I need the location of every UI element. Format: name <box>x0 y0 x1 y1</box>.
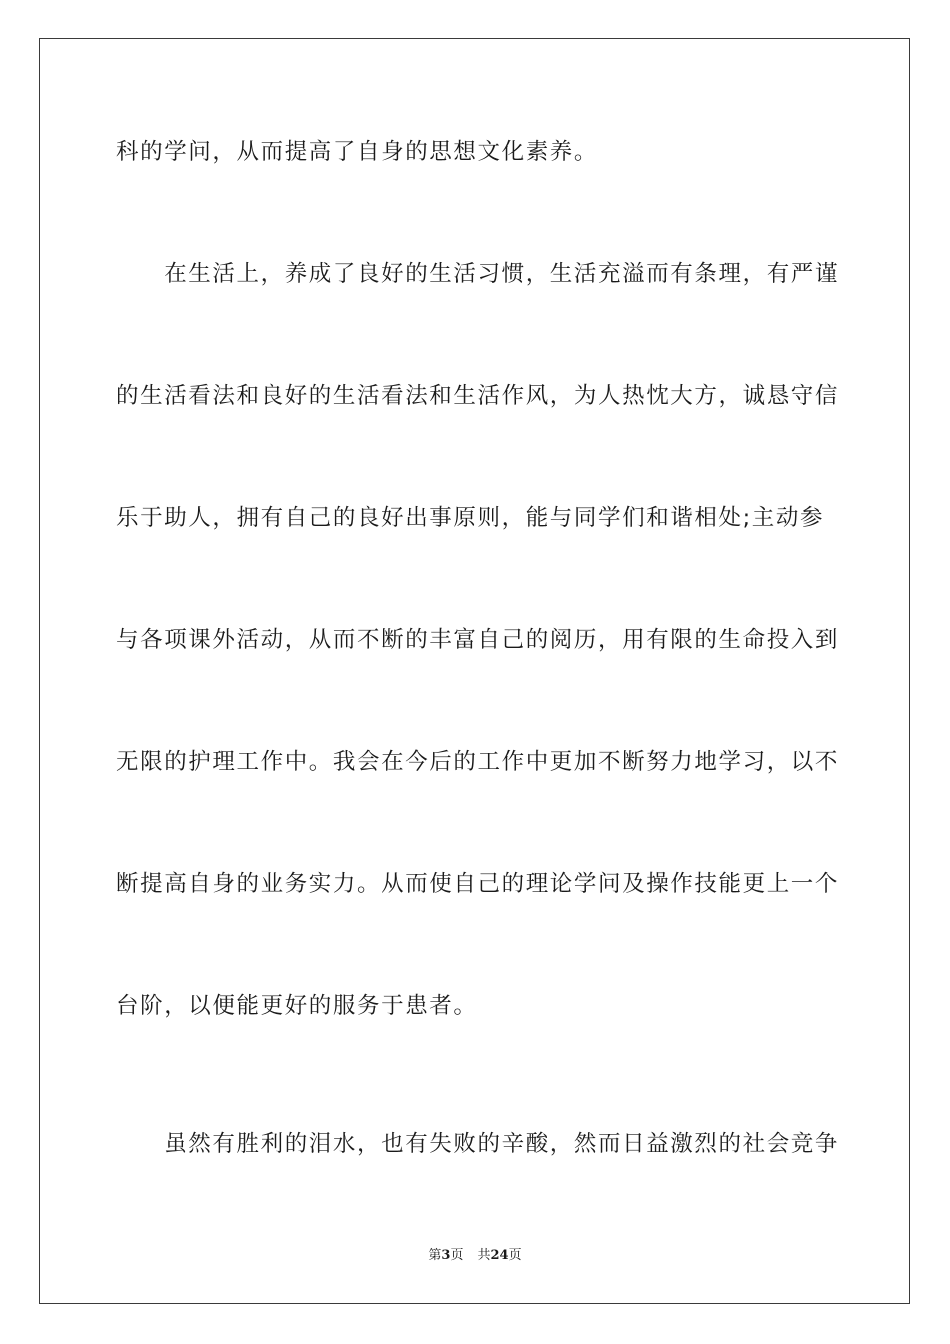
total-prefix: 共 <box>477 1248 491 1263</box>
total-pages: 24 <box>490 1248 509 1263</box>
text-line: 虽然有胜利的泪水，也有失败的辛酸，然而日益激烈的社会竞争 <box>116 1131 840 1157</box>
page-number: 3 <box>441 1248 451 1263</box>
text-line: 与各项课外活动，从而不断的丰富自己的阅历，用有限的生命投入到 <box>116 627 840 653</box>
text-line: 的生活看法和良好的生活看法和生活作风，为人热忱大方，诚恳守信 <box>116 383 840 409</box>
total-suffix: 页 <box>508 1248 522 1263</box>
text-line: 在生活上，养成了良好的生活习惯，生活充溢而有条理，有严谨 <box>116 261 840 287</box>
text-line: 断提高自身的业务实力。从而使自己的理论学问及操作技能更上一个 <box>116 871 840 897</box>
page-border <box>39 38 910 1304</box>
page-suffix: 页 <box>450 1248 464 1263</box>
text-line: 台阶，以便能更好的服务于患者。 <box>116 993 478 1019</box>
page-footer <box>0 1247 950 1265</box>
text-line: 乐于助人，拥有自己的良好出事原则，能与同学们和谐相处;主动参 <box>116 505 825 531</box>
page-prefix: 第 <box>428 1248 442 1263</box>
text-line: 无限的护理工作中。我会在今后的工作中更加不断努力地学习，以不 <box>116 749 840 775</box>
text-line: 科的学问，从而提高了自身的思想文化素养。 <box>116 139 599 165</box>
